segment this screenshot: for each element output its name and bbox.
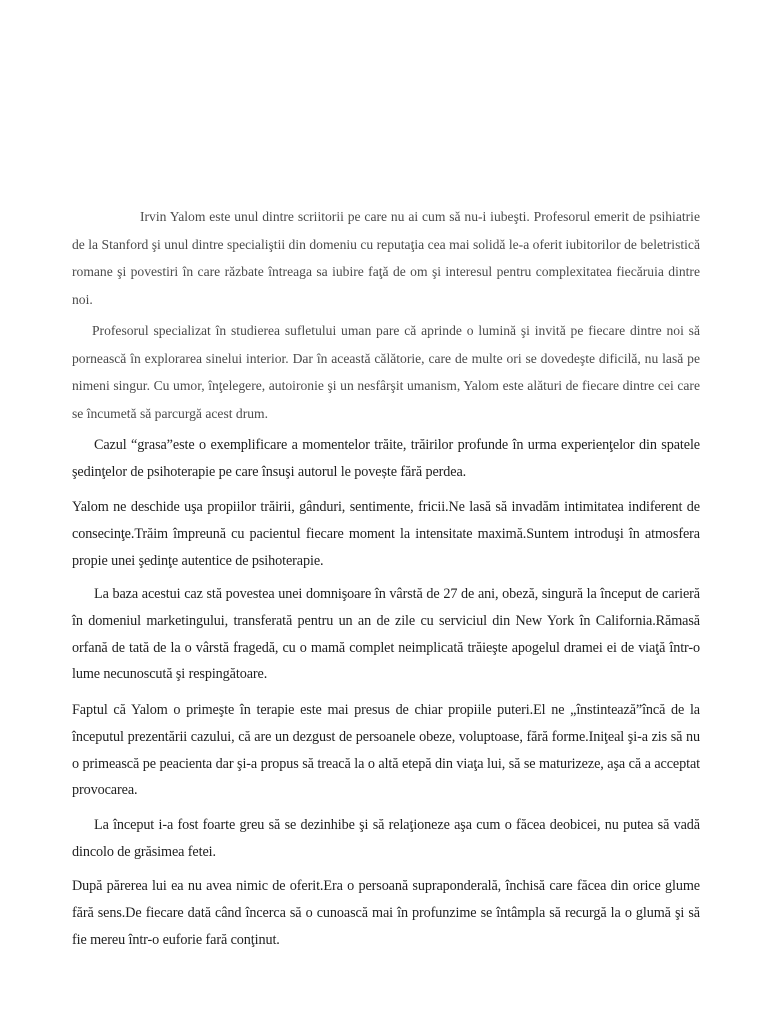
paragraph-professor: Profesorul specializat în studierea sufletului uman pare că aprinde o lumină şi invită pe fiecare dintre noi să pornească în explorarea sinelui interior. Dar în această călătorie, care de multe ori se dovedeşte dificilă, nu lasă pe nimeni singur. Cu umor, înţelegere, autoironie şi un nesfârşit umanism, Yalom este alături de fiecare dintre cei care se încumetă să parcurgă acest drum. <box>72 323 700 421</box>
paragraph-case-grasa: Cazul “grasa”este o exemplificare a momentelor trăite, trăirilor profunde în urma experienţelor din spatele şedinţelor de psihoterapie pe care însuşi autorul le povește fără perdea. <box>72 437 700 480</box>
paragraph-intro: Irvin Yalom este unul dintre scriitorii pe care nu ai cum să nu-i iubeşti. Profesorul emerit de psihiatrie de la Stanford şi unul dintre specialiştii din domeniu cu reputaţia cea mai solidă le-a oferit iubitorilor de beletristică romane şi povestiri în care răzbate întreaga sa iubire faţă de om şi interesul pentru complexitatea fiecăruia dintre noi. <box>72 209 700 307</box>
paragraph-beginning: La început i-a fost foarte greu să se dezinhibe şi să relaţioneze aşa cum o făcea deobicei, nu putea să vadă dincolo de grăsimea fetei. <box>72 817 700 860</box>
paragraph-therapy-acceptance: Faptul că Yalom o primeşte în terapie este mai presus de chiar propiile puteri.El ne „înstintează”încă de la începutul prezentării cazului, că are un dezgust de persoanele obeze, voluptoase, fără forme.Iniţeal şi-a zis să nu o primească pe peacienta dar şi-a propus să treacă la o altă etepă din viaţa lui, să se maturizeze, aşa că a acceptat provocarea. <box>72 702 700 799</box>
paragraph-case-basis: La baza acestui caz stă povestea unei domnişoare în vârstă de 27 de ani, obeză, singură la început de carieră în domeniul marketingului, transferată pentru un an de zile cu serviciul din New York în California.Rămasă orfană de tată de la o vârstă fragedă, cu o mamă complet neimplicată trăieşte apogelul dramei ei de viaţă într-o lume necunoscută şi respingătoare. <box>72 586 700 683</box>
paragraph-opinion: După părerea lui ea nu avea nimic de oferit.Era o persoană supraponderală, închisă care făcea din orice glume fără sens.De fiecare dată când încerca să o cunoască mai în profunzime se întâmpla să recurgă la o glumă şi să fie mereu într-o euforie fară conţinut. <box>72 878 700 948</box>
paragraph-yalom-opens: Yalom ne deschide uşa propiilor trăirii, gânduri, sentimente, fricii.Ne lasă să invadăm intimitatea indiferent de consecinţe.Trăim împreună cu pacientul fiecare moment la intensitate maximă.Suntem introduşi în atmosfera propie unei şedinţe autentice de psihoterapie. <box>72 499 700 569</box>
